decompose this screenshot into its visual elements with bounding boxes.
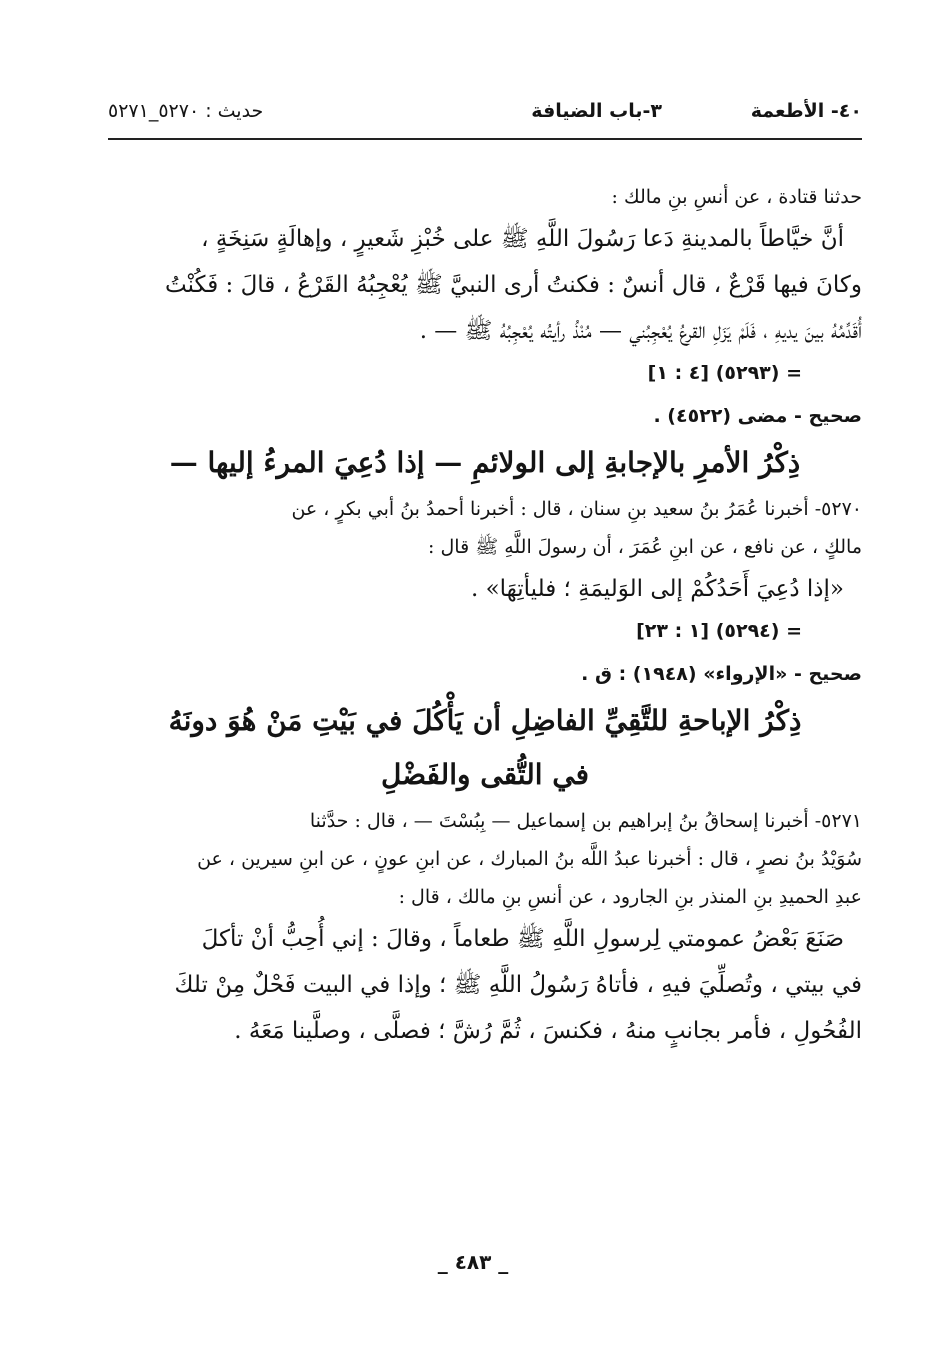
isnad-line: سُوَيْدُ بنُ نصرٍ ، قال : أخبرنا عبدُ اللَّه بنُ المبارك ، عن ابنِ عونٍ ، عن ابنِ سيرين ، عن [197, 848, 862, 870]
page-body [108, 178, 862, 1054]
matn-line: الفُحُولِ ، فأمر بجانبٍ منهُ ، فكنسَ ، ثُمَّ رُشَّ ؛ فصلَّى ، وصلَّينا مَعَهُ . [234, 1018, 862, 1044]
matn-line: أنَّ خيَّاطاً بالمدينةِ دَعا رَسُولَ اللَّهِ ﷺ على خُبْزِ شَعيرٍ ، وإهالَةٍ سَنِخَةٍ ، [201, 226, 844, 252]
isnad-line: ٥٢٧١- أخبرنا إسحاقُ بنُ إبراهيم بن إسماعيل — بِبُسْتَ — ، قال : حدَّثنا [309, 810, 862, 832]
chapter-heading: ذِكْرُ الأمرِ بالإجابةِ إلى الولائمِ — إذا دُعِيَ المرءُ إليها — [169, 446, 801, 479]
grading: صحيح - «الإرواء» (١٩٤٨) : ق . [581, 663, 862, 685]
isnad-line: عبدِ الحميدِ بنِ المنذر بنِ الجارود ، عن أنسِ بنِ مالك ، قال : [398, 886, 862, 908]
matn-line: في بيتي ، وتُصلِّيَ فيهِ ، فأتاهُ رَسُولُ اللَّهِ ﷺ ؛ وإذا في البيت فَحْلٌ مِنْ تلكَ [174, 972, 862, 998]
cross-reference: = (٥٢٩٣) [٤ : ١] [647, 362, 802, 384]
matn-line: وكانَ فيها قَرْعٌ ، قال أنسٌ : فكنتُ أرى النبيَّ ﷺ يُعْجِبُهُ القَرْعُ ، قالَ : فَكُنْتُ [164, 272, 862, 298]
header-book-title: ٤٠- الأطعمة [750, 100, 862, 122]
isnad-line: مالكٍ ، عن نافع ، عن ابنِ عُمَرَ ، أن رسولَ اللَّهِ ﷺ قال : [428, 536, 862, 558]
matn-line: صَنَعَ بَعْضُ عمومتي لِرسولِ اللَّهِ ﷺ طعاماً ، وقالَ : إني أُحِبُّ أنْ تأكلَ [201, 926, 844, 952]
matn-line: «إذا دُعِيَ أَحَدُكُمْ إلى الوَليمَةِ ؛ فليأتِهَا» . [470, 576, 844, 602]
isnad-line: حدثنا قتادة ، عن أنسِ بنِ مالك : [611, 186, 862, 208]
header-divider [108, 138, 862, 140]
cross-reference: = (٥٢٩٤) [١ : ٢٣] [636, 620, 802, 642]
header-chapter-title: ٣-باب الضيافة [531, 100, 662, 122]
page-number: _ ٤٨٣ _ [437, 1250, 509, 1274]
grading: صحيح - مضى (٤٥٢٢) . [653, 405, 862, 427]
chapter-heading: ذِكْرُ الإباحةِ للتَّقِيِّ الفاضِلِ أن يَأْكُلَ في بَيْتِ مَنْ هُوَ دونَهُ [168, 704, 802, 737]
header-hadith-range: حديث : ٥٢٧٠_٥٢٧١ [108, 100, 264, 122]
isnad-line: ٥٢٧٠- أخبرنا عُمَرُ بنُ سعيد بنِ سنان ، قال : أخبرنا أحمدُ بنُ أبي بكرٍ ، عن [291, 498, 862, 520]
chapter-heading: في التُّقى والفَضْلِ [381, 758, 589, 791]
running-header [108, 100, 862, 134]
matn-line: أُقَدِّمُهُ بينَ يديهِ ، فَلَمْ يَزَلِ القرعُ يُعْجِبُني — مُنْذُ رأيتُه يُعْجِبُهُ ﷺ — . [419, 318, 862, 344]
